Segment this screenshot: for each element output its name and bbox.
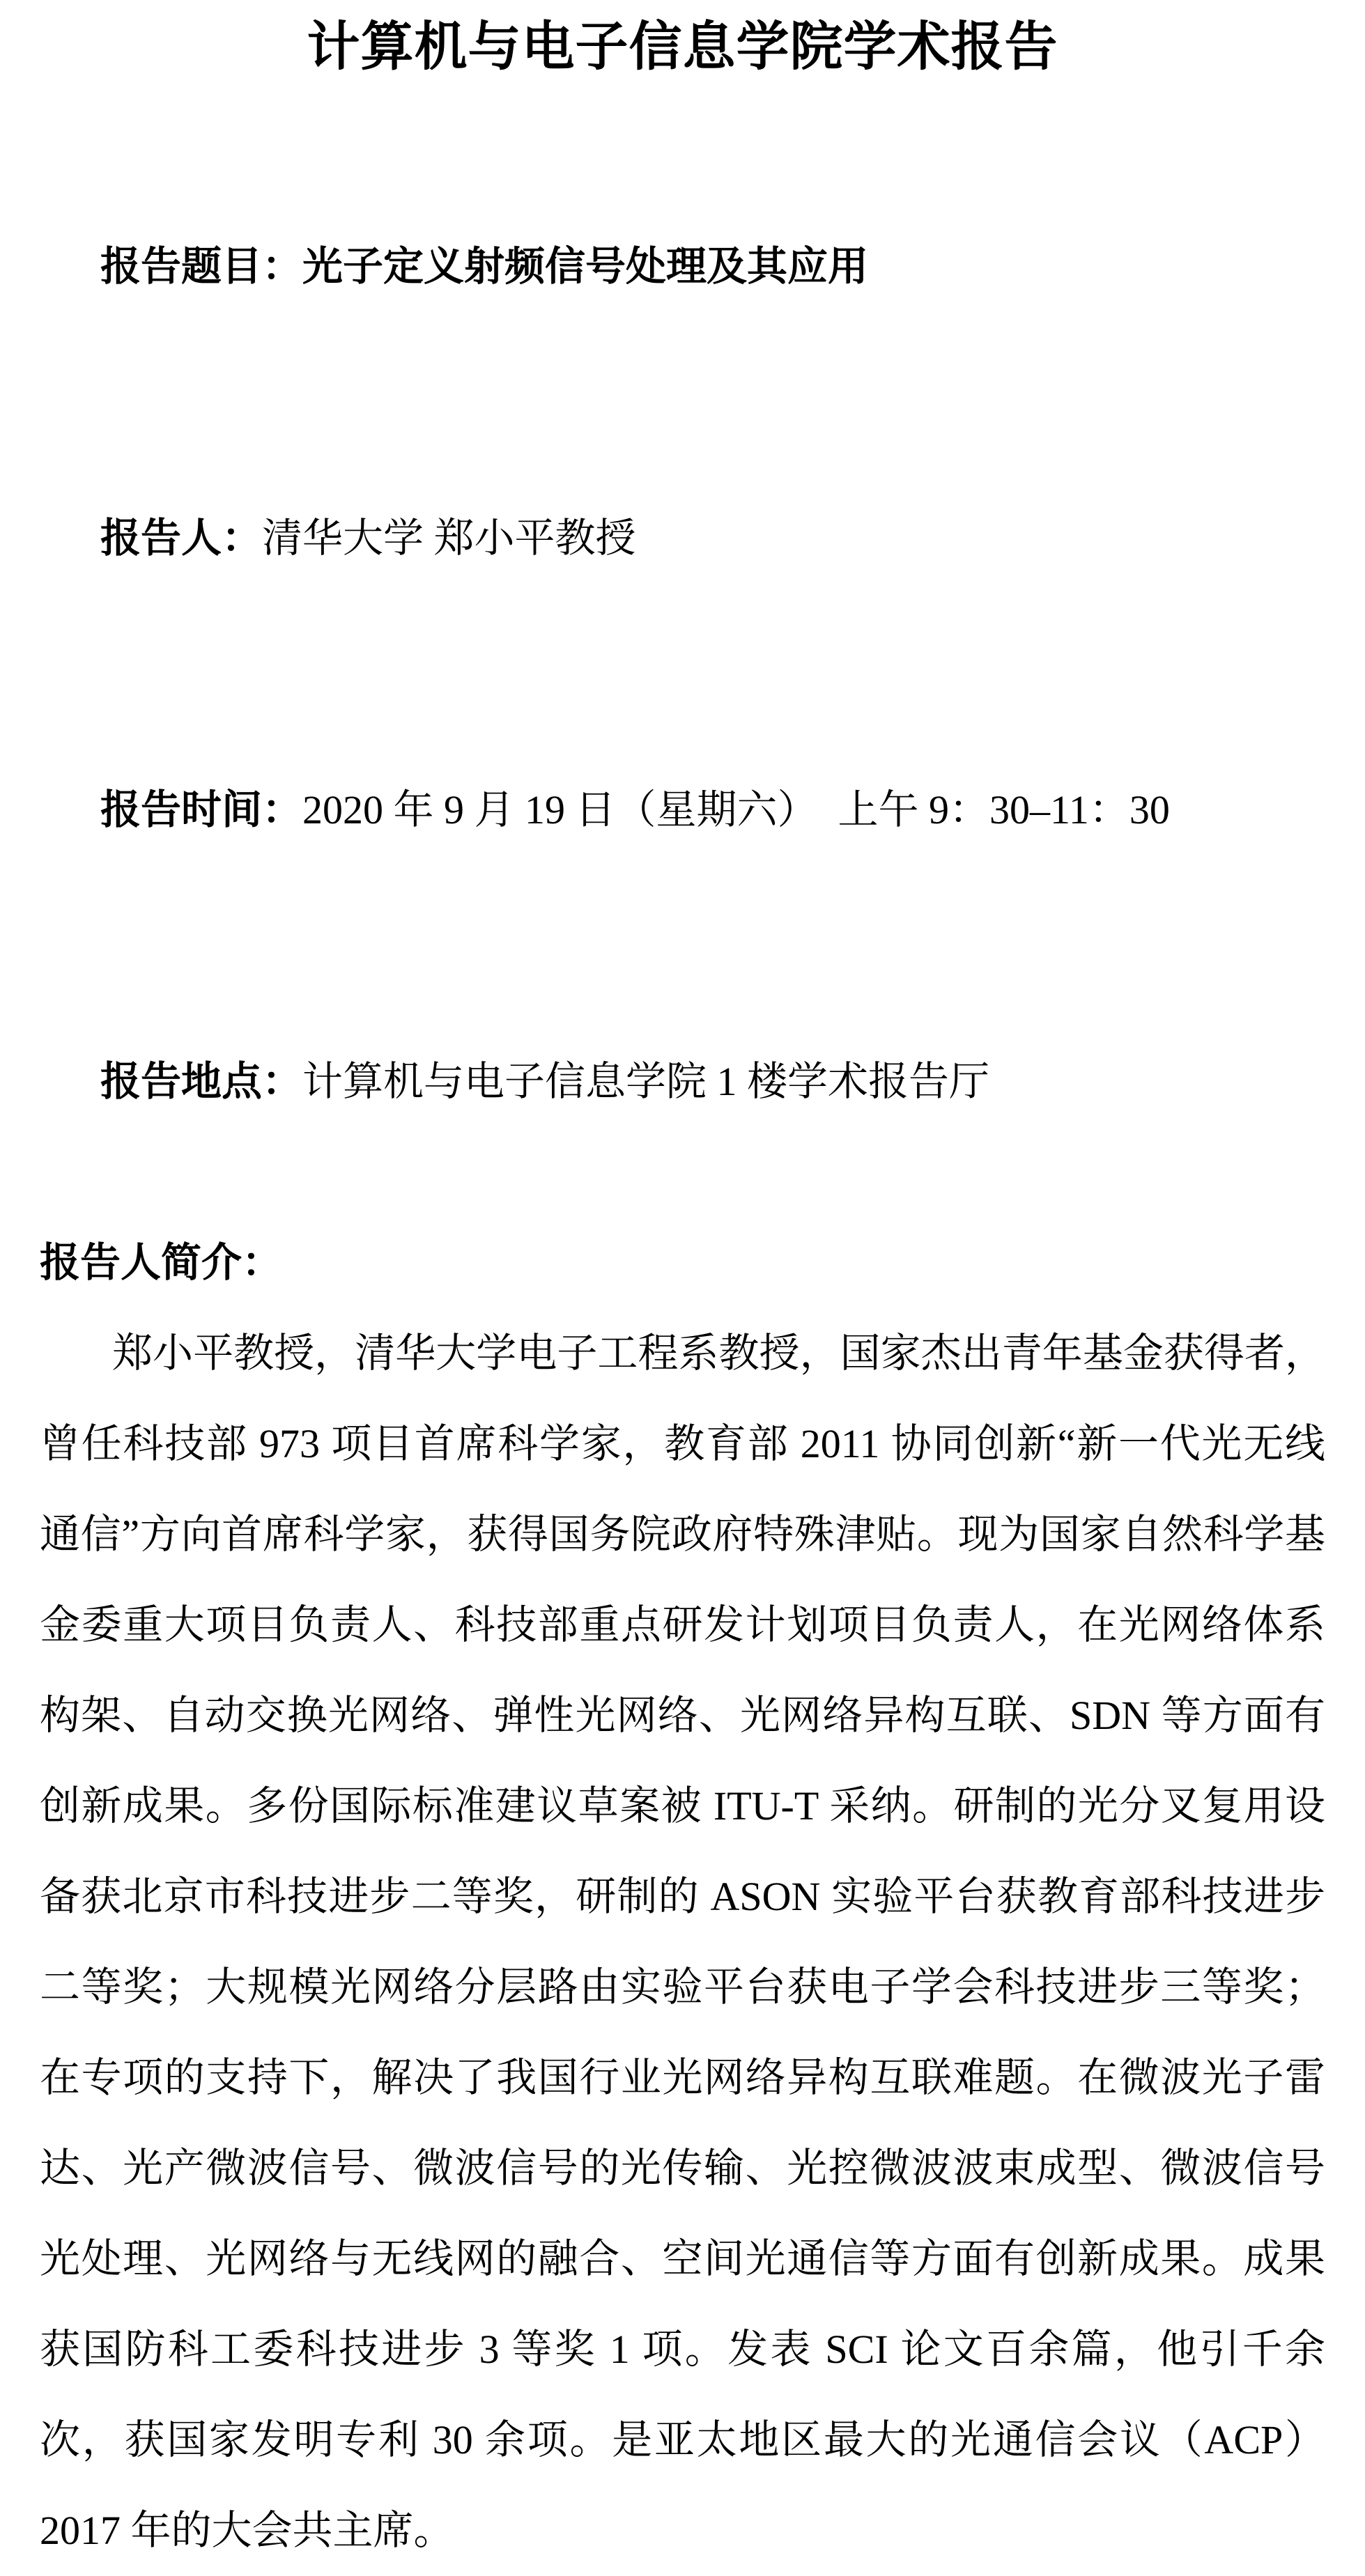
speaker-label: 报告人：	[100, 515, 263, 561]
speaker-bio-heading: 报告人简介：	[40, 1240, 283, 1285]
document-page	[0, 18, 1365, 2553]
time-value: 2020 年 9 月 19 日（星期六） 上午 9：30–11：30	[302, 787, 1170, 832]
speaker-bio-paragraph: 郑小平教授，清华大学电子工程系教授，国家杰出青年基金获得者，曾任科技部 973 项目首席科学家，教育部 2011 协同创新“新一代光无线通信”方向首席科学家，获得国务院政府特殊津贴。现为国家自然科学基金委重大项目负责人、科技部重点研发计划项目负责人，在光网络体系构架、自动交换光网络、弹性光网络、光网络异构互联、SDN 等方面有创新成果。多份国际标准建议草案被 ITU-T 采纳。研制的光分叉复用设备获北京市科技进步二等奖，研制的 ASON 实验平台获教育部科技进步二等奖；大规模光网络分层路由实验平台获电子学会科技进步三等奖；在专项的支持下，解决了我国行业光网络异构互联难题。在微波光子雷达、光产微波信号、微波信号的光传输、光控微波波束成型、微波信号光处理、光网络与无线网的融合、空间光通信等方面有创新成果。成果获国防科工委科技进步 3 等奖 1 项。发表 SCI 论文百余篇，他引千余次，获国家发明专利 30 余项。是亚太地区最大的光通信会议（ACP）2017 年的大会共主席。	[40, 1330, 1325, 2553]
field-row-location	[40, 946, 1325, 1218]
field-row-report-title	[40, 131, 1325, 403]
location-value: 计算机与电子信息学院 1 楼学术报告厅	[302, 1059, 990, 1104]
speaker-value: 清华大学 郑小平教授	[262, 515, 636, 561]
report-title-label: 报告题目：	[100, 244, 303, 289]
time-label: 报告时间：	[100, 787, 303, 832]
document-body	[40, 131, 1325, 2576]
report-title-value: 光子定义射频信号处理及其应用	[302, 244, 869, 289]
page-title: 计算机与电子信息学院学术报告	[307, 18, 1058, 77]
location-label: 报告地点：	[100, 1059, 303, 1104]
field-row-speaker	[40, 403, 1325, 674]
field-row-time	[40, 674, 1325, 946]
